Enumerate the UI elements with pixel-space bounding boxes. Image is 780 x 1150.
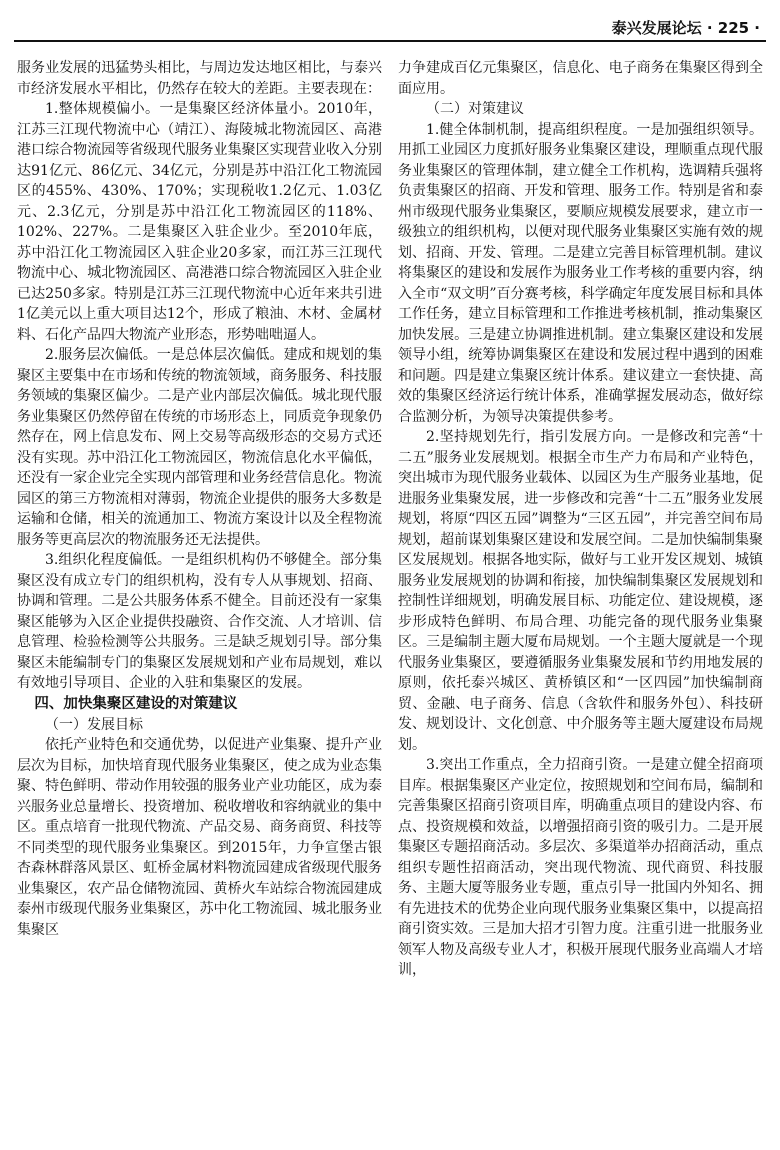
paragraph: 2.服务层次偏低。一是总体层次偏低。建成和规划的集聚区主要集中在市场和传统的物流领域，商务服务、科技服务领域的集聚区偏少。二是产业内部层次偏低。城北现代服务业集聚区仍然停留在传统的市场形态上，同质竞争现象仍然存在，网上信息发布、网上交易等高级形态的交易方式还没有实现。苏中沿江化工物流园区，物流信息化水平偏低，还没有一家企业完全实现内部管理和业务经营信息化。物流园区的第三方物流相对薄弱，物流企业提供的服务大多数是运输和仓储，相关的流通加工、物流方案设计以及全程物流服务等更高层次的物流服务还无法提供。 [17,347,382,548]
header-rule [14,40,766,42]
subsection-heading: （一）发展目标 [45,716,143,733]
paragraph: 3.组织化程度偏低。一是组织机构仍不够健全。部分集聚区没有成立专门的组织机构，没有专人从事规划、招商、协调和管理。二是公共服务体系不健全。目前还没有一家集聚区能够为入区企业提供投融资、合作交流、人才培训、信息管理、检验检测等公共服务。三是缺乏规划引导。部分集聚区未能编制专门的集聚区发展规划和产业布局规划，难以有效地引导项目、企业的入驻和集聚区的发展。 [17,552,382,691]
paragraph: 3.突出工作重点，全力招商引资。一是建立健全招商项目库。根据集聚区产业定位，按照规划和空间布局，编制和完善集聚区招商引资项目库，明确重点项目的建设内容、布点、投资规模和效益，以增强招商引资的吸引力。二是开展集聚区专题招商活动。多层次、多渠道举办招商活动，重点组织专题性招商活动，突出现代物流、现代商贸、科技服务、主题大厦等服务业专题，重点引导一批国内外知名、拥有先进技术的优势企业向现代服务业集聚区集中，以提高招商引资实效。三是加大招才引智力度。注重引进一批服务业领军人物及高级专业人才，积极开展现代服务业高端人才培训， [398,757,763,978]
page-header [14,14,766,40]
paragraph: 1.健全体制机制，提高组织程度。一是加强组织领导。用抓工业园区力度抓好服务业集聚区建设，理顺重点现代服务业集聚区的管理体制，建立健全工作机构，选调精兵强将负责集聚区的招商、开发和管理、服务工作。特别是省和泰州市级现代服务业集聚区，要顺应规模发展要求，建立市一级独立的组织机构，以便对现代服务业集聚区实施有效的规划、招商、开发、管理。二是建立完善目标管理机制。建议将集聚区的建设和发展作为服务业工作考核的重要内容，纳入全市“双文明”百分赛考核，科学确定年度发展目标和具体工作任务，建立目标管理和工作推进考核机制，推动集聚区加快发展。三是建立协调推进机制。建立集聚区建设和发展领导小组，统筹协调集聚区在建设和发展过程中遇到的困难和问题。四是建立集聚区统计体系。建议建立一套快捷、高效的集聚区经济运行统计体系，准确掌握发展动态，做好综合监测分析，为领导决策提供参考。 [398,121,763,425]
running-title: 泰兴发展论坛 · 225 · [611,19,760,37]
paragraph: 服务业发展的迅猛势头相比，与周边发达地区相比，与泰兴市经济发展水平相比，仍然存在较大的差距。主要表现在： [17,60,382,97]
paragraph: 力争建成百亿元集聚区，信息化、电子商务在集聚区得到全面应用。 [398,60,763,97]
paragraph: 1.整体规模偏小。一是集聚区经济体量小。2010年，江苏三江现代物流中心（靖江）、海陵城北物流园区、高港港口综合物流园等省级现代服务业集聚区实现营业收入分别达91亿元、86亿元、34亿元，分别是苏中沿江化工物流园区的455%、430%、170%；实现税收1.2亿元、1.03亿元、2.3亿元，分别是苏中沿江化工物流园区的118%、102%、227%。二是集聚区入驻企业少。至2010年底，苏中沿江化工物流园区入驻企业20多家，而江苏三江现代物流中心、城北物流园区、高港港口综合物流园区入驻企业已达250多家。特别是江苏三江现代物流中心近年来共引进1亿美元以上重大项目达12个，形成了粮油、木材、金属材料、石化产品四大物流产业形态，形势咄咄逼人。 [17,101,382,343]
left-column [17,58,382,1138]
right-column [398,58,763,1138]
section-heading: 四、加快集聚区建设的对策建议 [34,695,238,712]
paragraph: 依托产业特色和交通优势，以促进产业集聚、提升产业层次为目标，加快培育现代服务业集聚区，使之成为业态集聚、特色鲜明、带动作用较强的服务业产业功能区，成为泰兴服务业总量增长、投资增加、税收增收和容纳就业的集中区。重点培育一批现代物流、产品交易、商务商贸、科技等不同类型的现代服务业集聚区。到2015年，力争宣堡古银杏森林群落风景区、虹桥金属材料物流园建成省级现代服务业集聚区，农产品仓储物流园、黄桥火车站综合物流园建成泰州市级现代服务业集聚区，苏中化工物流园、城北服务业集聚区 [17,737,382,938]
subsection-heading: （二）对策建议 [426,101,524,117]
paragraph: 2.坚持规划先行，指引发展方向。一是修改和完善“十二五”服务业发展规划。根据全市生产力布局和产业特色，突出城市为现代服务业载体、以园区为生产服务业基地，促进服务业集聚发展，进一步修改和完善“十二五”服务业发展规划，将原“四区五园”调整为“三区五园”，并完善空间布局规划，超前谋划集聚区建设和发展空间。二是加快编制集聚区发展规划。根据各地实际，做好与工业开发区规划、城镇服务业发展规划的协调和衔接，加快编制集聚区发展规划和控制性详细规划，明确发展目标、功能定位、建设规模，逐步形成特色鲜明、布局合理、功能完备的现代服务业集聚区。三是编制主题大厦布局规划。一个主题大厦就是一个现代服务业集聚区，要遵循服务业集聚发展和节约用地发展的原则，依托泰兴城区、黄桥镇区和“一区四园”加快编制商贸、金融、电子商务、信息（含软件和服务外包）、科技研发、规划设计、文化创意、中介服务等主题大厦建设布局规划。 [398,429,763,753]
